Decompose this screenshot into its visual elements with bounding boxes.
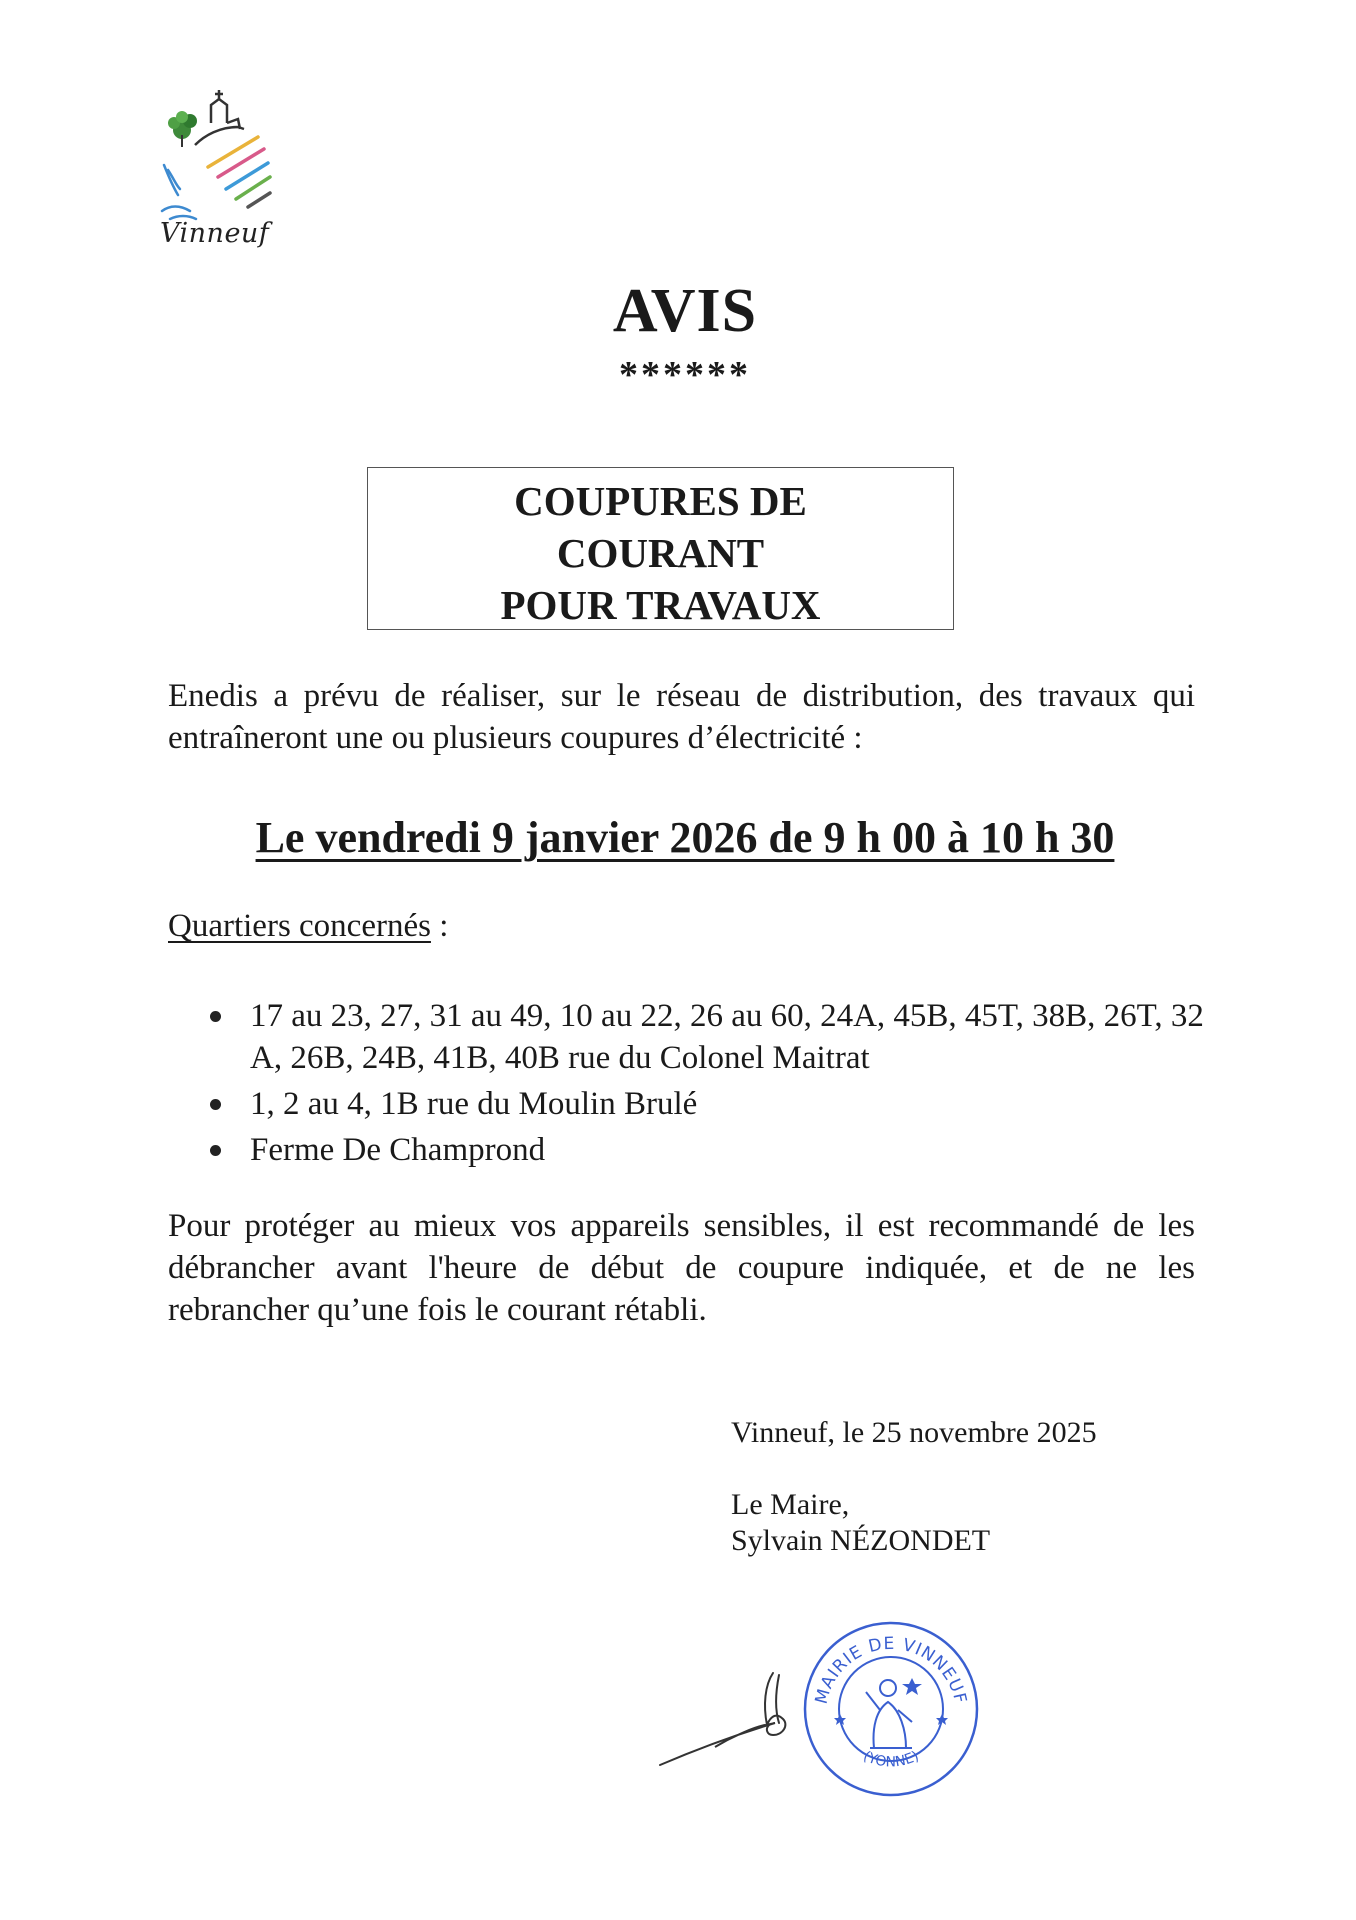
bullet-icon (210, 1145, 221, 1156)
list-item-text: 1, 2 au 4, 1B rue du Moulin Brulé (250, 1086, 698, 1122)
signatory-name: Sylvain NÉZONDET (731, 1524, 991, 1557)
quartiers-list (210, 995, 1210, 1175)
church-icon (195, 90, 244, 145)
list-item (210, 1083, 1210, 1125)
place-date: Vinneuf, le 25 novembre 2025 (731, 1416, 1097, 1449)
list-item-text: 17 au 23, 27, 31 au 49, 10 au 22, 26 au 60, 24A, 45B, 45T, 38B, 26T, 32 A, 26B, 24B, 41B, 40B rue du Colonel Maitrat (250, 998, 1204, 1076)
subject-line-3: POUR TRAVAUX (500, 582, 821, 628)
advice-paragraph: Pour protéger au mieux vos appareils sensibles, il est recommandé de les débrancher avant l'heure de début de coupure indiquée, et de ne les rebrancher qu’une fois le courant rétabli. (168, 1208, 1195, 1328)
quartiers-label-text: Quartiers concernés (168, 908, 431, 944)
list-item-text: Ferme De Champrond (250, 1132, 546, 1168)
outage-date: Le vendredi 9 janvier 2026 de 9 h 00 à 10 h 30 (255, 813, 1115, 862)
bullet-icon (210, 1011, 221, 1022)
list-item (210, 1129, 1210, 1171)
logo-text: Vinneuf (160, 218, 270, 249)
subject-line-2: COURANT (556, 530, 765, 576)
quartiers-label (168, 908, 448, 945)
svg-text:MAIRIE DE VINNEUF: MAIRIE DE VINNEUF (811, 1633, 971, 1707)
quartiers-label-suffix: : (430, 908, 449, 944)
bullet-icon (210, 1099, 221, 1110)
title-stars: ****** (619, 354, 751, 396)
signatory-role: Le Maire, (731, 1488, 850, 1521)
svg-text:(YONNE): (YONNE) (860, 1748, 922, 1771)
list-item (210, 995, 1210, 1079)
mairie-stamp-icon (800, 1618, 982, 1800)
subject-box (367, 467, 954, 630)
page-title: AVIS (612, 277, 758, 345)
tree-icon (168, 111, 197, 147)
water-icon (162, 165, 196, 219)
stripes-icon (208, 137, 270, 207)
intro-paragraph: Enedis a prévu de réaliser, sur le réseau de distribution, des travaux qui entraîneront une ou plusieurs coupures d’électricité : (168, 678, 1195, 756)
subject-line-1: COUPURES DE (514, 478, 807, 524)
signature-icon (655, 1665, 815, 1775)
